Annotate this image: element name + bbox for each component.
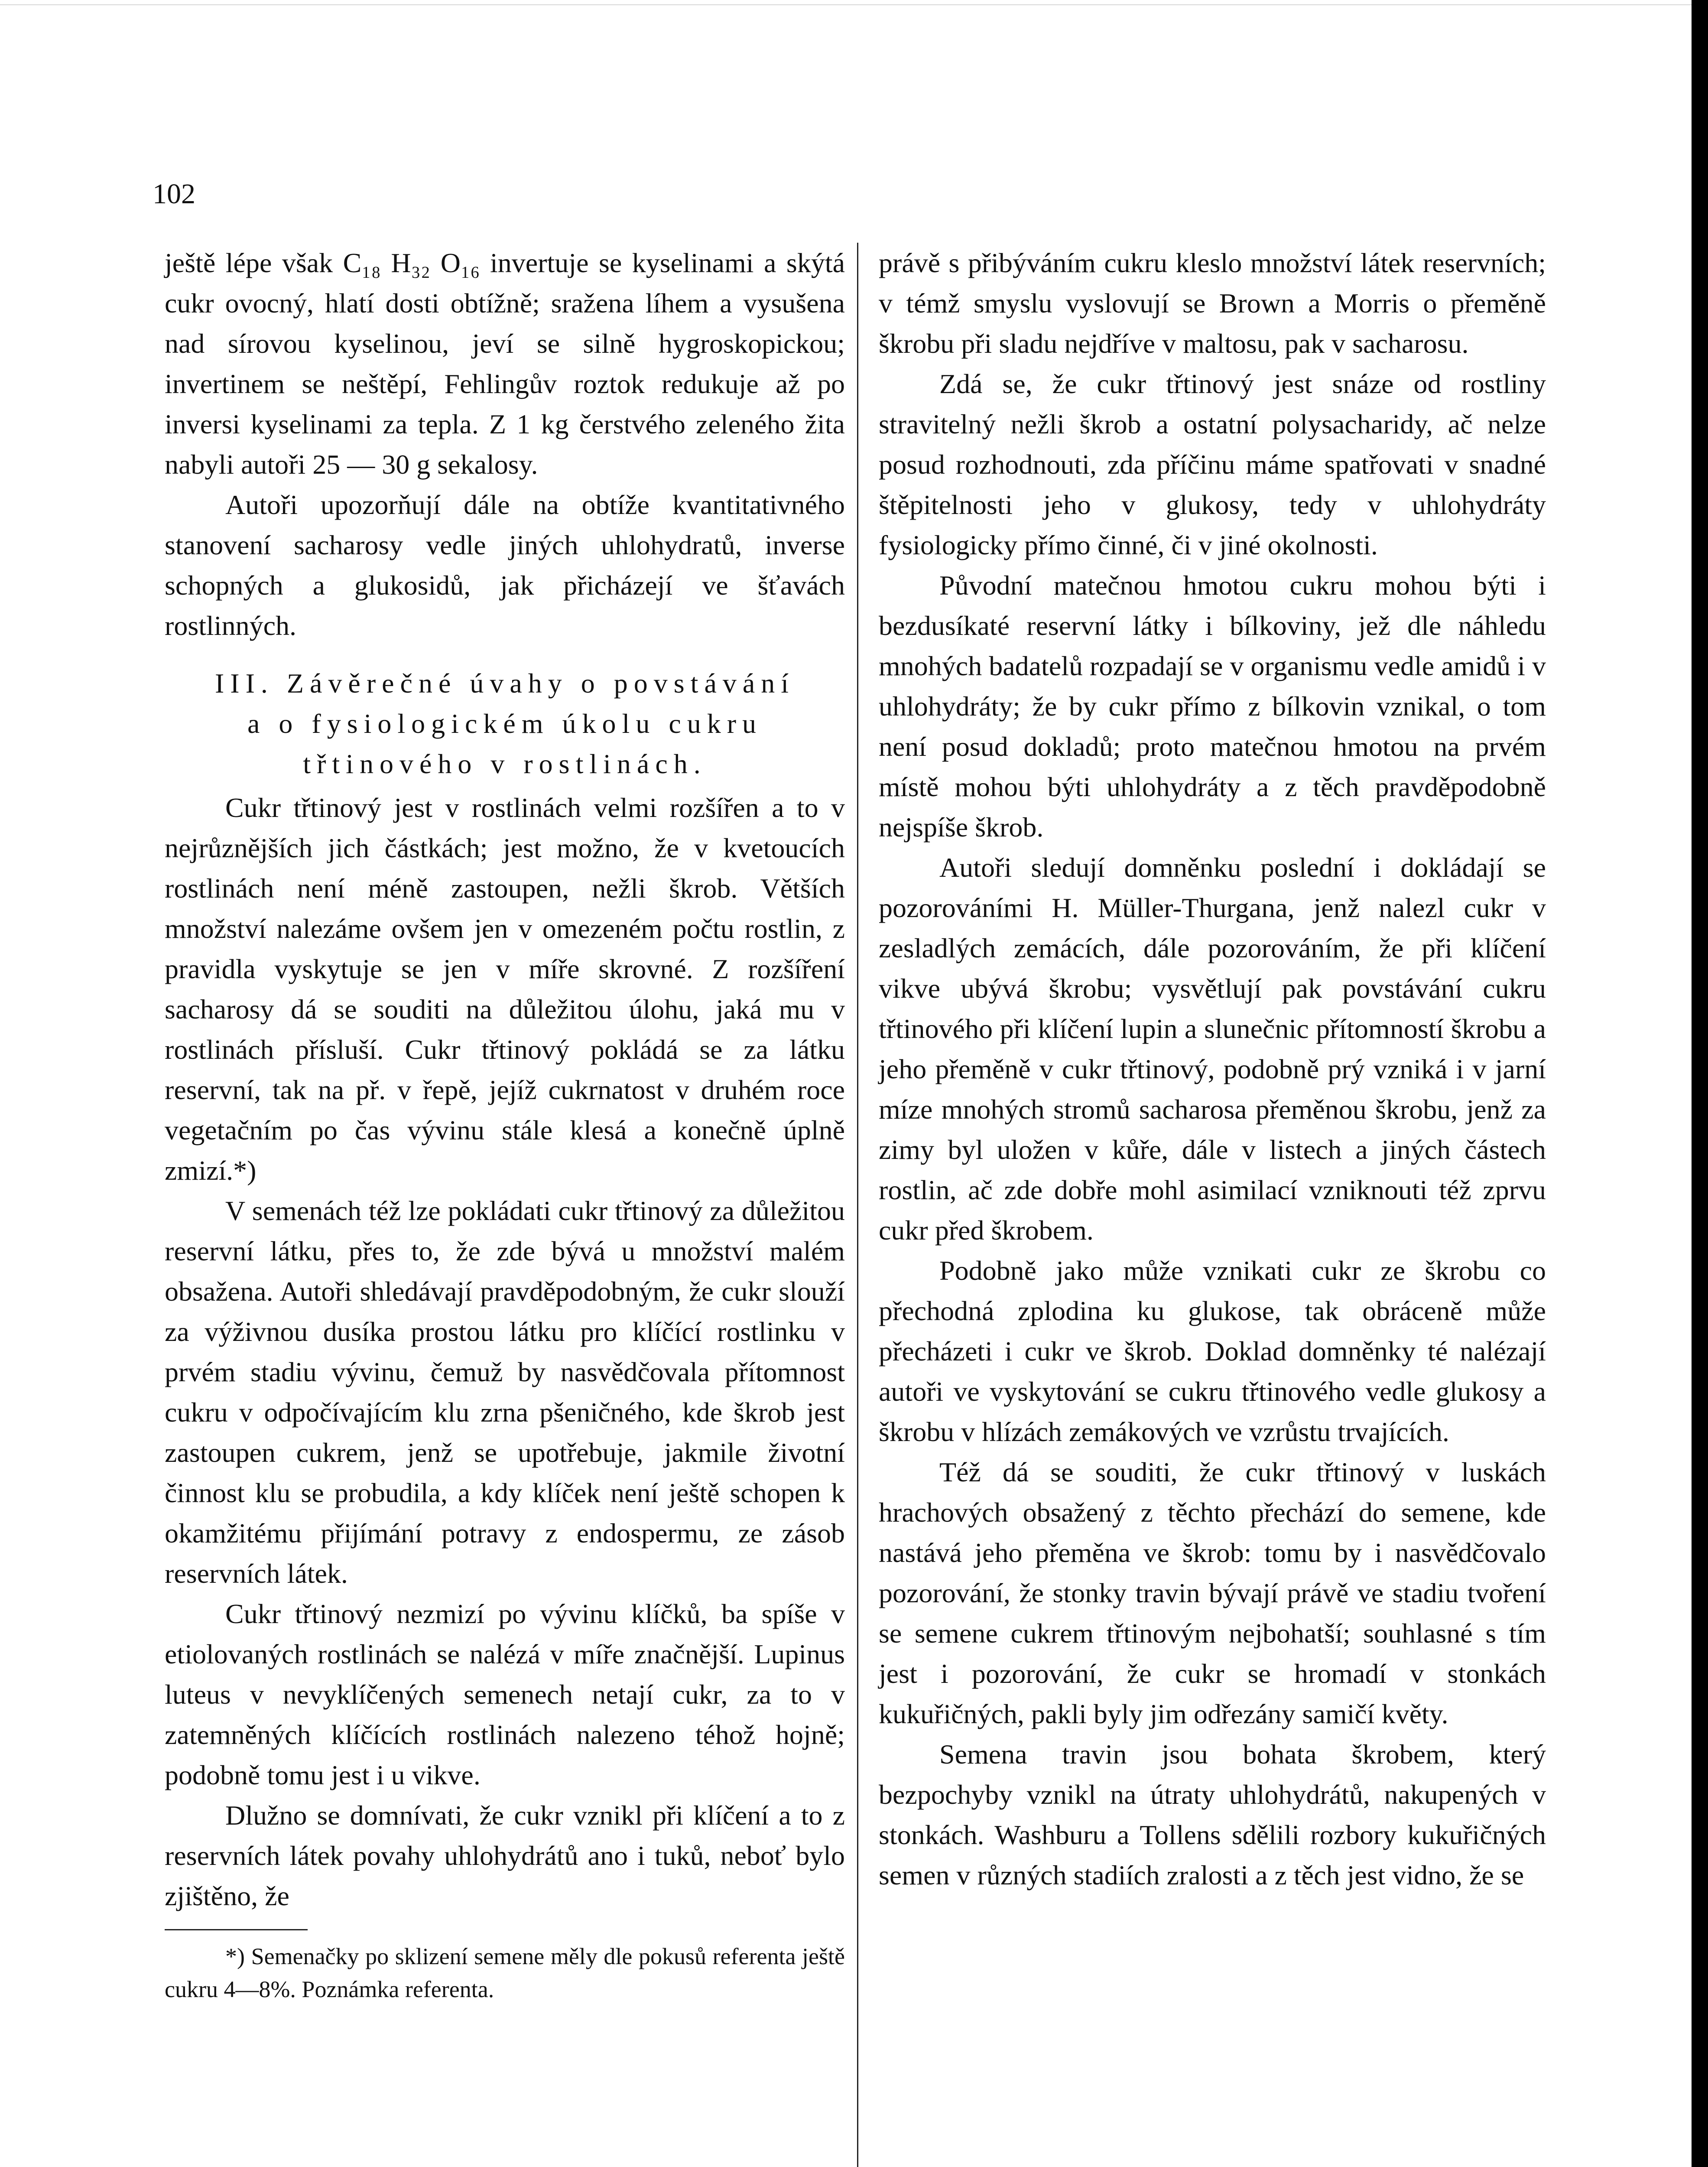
scan-border-right (1692, 0, 1708, 2167)
paragraph: ještě lépe však C₁₈ H₃₂ O₁₆ invertuje se kyselinami a skýtá cukr ovocný, hlatí dosti obtížně; sražena líhem a vysušena nad sírovou kyselinou, jeví se silně hygroskopickou; invertinem se neštěpí, Fehlingův roztok redukuje až po inversi kyselinami za tepla. Z 1 kg čerstvého zeleného žita nabyli autoři 25 — 30 g sekalosy. (165, 247, 845, 480)
section-heading-line: III. Závěrečné úvahy o povstávání (214, 668, 795, 699)
page-number: 102 (153, 178, 195, 210)
paragraph: právě s přibýváním cukru kleslo množství látek reservních; v témž smyslu vyslovují se Brown a Morris o přeměně škrobu při sladu nejdříve v maltosu, pak v sacharosu. (879, 247, 1546, 359)
paragraph: Semena travin jsou bohata škrobem, který bezpochyby vznikl na útraty uhlohydrátů, nakupených v stonkách. Washburu a Tollens sdělili rozbory kukuřičných semen v různých stadiích zralosti a z těch jest vidno, že se (879, 1739, 1546, 1890)
paragraph: Též dá se souditi, že cukr třtinový v luskách hrachových obsažený z těchto přechází do semene, kde nastává jeho přeměna ve škrob: tomu by i nasvědčovalo pozorování, že stonky travin bývají právě ve stadiu tvoření se semene cukrem třtinovým nejbohatší; souhlasné s tím jest i pozorování, že cukr se hromadí v stonkách kukuřičných, pakli byly jim odřezány samičí květy. (879, 1457, 1546, 1729)
section-heading (165, 663, 845, 784)
paragraph: Zdá se, že cukr třtinový jest snáze od rostliny stravitelný nežli škrob a ostatní polysacharidy, ač nelze posud rozhodnouti, zda příčinu máme spatřovati v snadné štěpitelnosti jeho v glukosy, tedy v uhlohydráty fysiologicky přímo činné, či v jiné okolnosti. (879, 368, 1546, 560)
column-divider (857, 243, 858, 2167)
right-column (879, 243, 1546, 1895)
left-column (165, 243, 845, 2006)
paragraph: Autoři upozorňují dále na obtíže kvantitativného stanovení sacharosy vedle jiných uhlohydratů, inverse schopných a glukosidů, jak přicházejí ve šťavách rostlinných. (165, 489, 845, 641)
paragraph: V semenách též lze pokládati cukr třtinový za důležitou reservní látku, přes to, že zde bývá u množství malém obsažena. Autoři shledávají pravděpodobným, že cukr slouží za výživnou dusíka prostou látku pro klíčící rostlinku v prvém stadiu vývinu, čemuž by nasvědčovala přítomnost cukru v odpočívajícím klu zrna pšeničného, kde škrob jest zastoupen cukrem, jenž se upotřebuje, jakmile životní činnost klu se probudila, a kdy klíček není ještě schopen k okamžitému přijímání potravy z endospermu, ze zásob reservních látek. (165, 1195, 845, 1589)
footnote: *) Semenačky po sklizení semene měly dle pokusů referenta ještě cukru 4—8%. Poznámka referenta. (165, 1943, 845, 2002)
section-heading-line: a o fysiologickém úkolu cukru (247, 708, 763, 739)
footnote-divider (165, 1929, 308, 1930)
paragraph: Původní matečnou hmotou cukru mohou býti i bezdusíkaté reservní látky i bílkoviny, jež dle náhledu mnohých badatelů rozpadají se v organismu vedle amidů i v uhlohydráty; že by cukr přímo z bílkovin vznikal, o tom není posud dokladů; proto matečnou hmotou na prvém místě mohou býti uhlohydráty a z těch pravděpodobně nejspíše škrob. (879, 570, 1546, 843)
paragraph: Cukr třtinový jest v rostlinách velmi rozšířen a to v nejrůznějších jich částkách; jest možno, že v kvetoucích rostlinách není méně zastoupen, nežli škrob. Větších množství nalezáme ovšem jen v omezeném počtu rostlin, z pravidla vyskytuje se jen v míře skrovné. Z rozšíření sacharosy dá se souditi na důležitou úlohu, jaká mu v rostlinách přísluší. Cukr třtinový pokládá se za látku reservní, tak na př. v řepě, jejíž cukrnatost v druhém roce vegetačním po čas vývinu stále klesá a konečně úplně zmizí.*) (165, 792, 845, 1186)
section-heading-line: třtinového v rostlinách. (303, 748, 707, 779)
paragraph: Dlužno se domnívati, že cukr vznikl při klíčení a to z reservních látek povahy uhlohydrátů ano i tuků, neboť bylo zjištěno, že (165, 1800, 845, 1911)
paragraph: Podobně jako může vznikati cukr ze škrobu co přechodná zplodina ku glukose, tak obráceně může přecházeti i cukr ve škrob. Doklad domněnky té nalézají autoři ve vyskytování se cukru třtinového vedle glukosy a škrobu v hlízách zemákových ve vzrůstu trvajících. (879, 1255, 1546, 1447)
page-top-edge (0, 0, 1708, 5)
paragraph: Cukr třtinový nezmizí po vývinu klíčků, ba spíše v etiolovaných rostlinách se nalézá v míře značnější. Lupinus luteus v nevyklíčených semenech netají cukr, za to v zatemněných klíčících rostlinách nalezeno téhož hojně; podobně tomu jest i u vikve. (165, 1598, 845, 1790)
paragraph: Autoři sledují domněnku poslední i dokládají se pozorováními H. Müller-Thurgana, jenž nalezl cukr v zesladlých zemácích, dále pozorováním, že při klíčení vikve ubývá škrobu; vysvětlují pak povstávání cukru třtinového při klíčení lupin a slunečnic přítomností škrobu a jeho přeměně v cukr třtinový, podobně prý vzniká i v jarní míze mnohých stromů sacharosa přeměnou škrobu, jenž za zimy byl uložen v kůře, dále v listech a jiných částech rostlin, ač zde dobře mohl asimilací vzniknouti též zprvu cukr před škrobem. (879, 852, 1546, 1246)
